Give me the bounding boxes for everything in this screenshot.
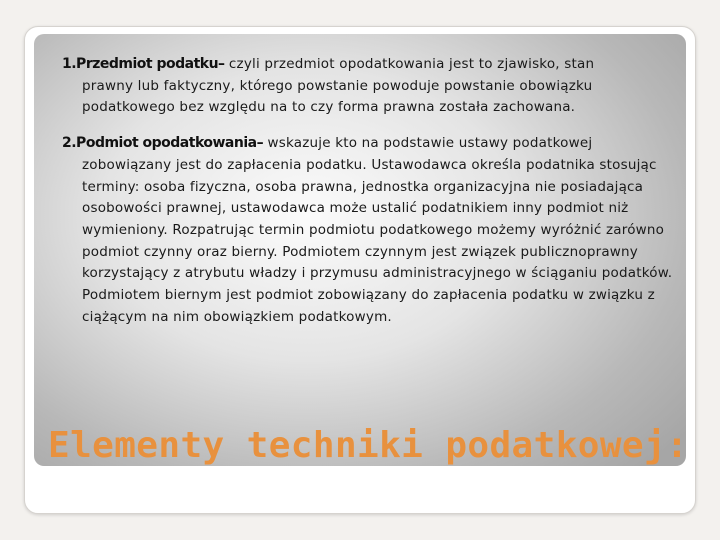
paragraph-2-continuation: zobowiązany jest do zapłacenia podatku. Ustawodawca określa podatnika stosując terminy: osoba fizyczna, osoba prawna, jednostka organizacyjna nie posiadająca osobowości prawnej, ustawodawca może ustalić podatnikiem inny podmiot niż wymieniony. Rozpatrując termin podmiotu podatkowego możemy wyróżnić zarówno podmiot czynny oraz bierny. Podmiotem czynnym jest związek publicznoprawny korzystający z atrybutu władzy i przymusu administracyjnego w ściąganiu podatków. Podmiotem biernym jest podmiot zobowiązany do zapłacenia podatku w związku z ciążącym na nim obowiązkiem podatkowym. [82,156,673,325]
paragraph-przedmiot-podatku [62,54,682,119]
paragraph-podmiot-opodatkowania [62,133,682,328]
paragraph-1-first-line: czyli przedmiot opodatkowania jest to zjawisko, stan [228,56,595,72]
slide-title: Elementy techniki podatkowej: [48,425,689,466]
term-podmiot-opodatkowania: 2.Podmiot opodatkowania– [62,135,268,152]
paragraph-2-first-line: wskazuje kto na podstawie ustawy podatkowej [267,135,593,152]
slide-body-text [62,54,682,342]
term-przedmiot-podatku: 1.Przedmiot podatku– [62,56,229,72]
paragraph-1-continuation: prawny lub faktyczny, którego powstanie powoduje powstanie obowiązku podatkowego bez względu na to czy forma prawna została zachowana. [82,77,593,116]
